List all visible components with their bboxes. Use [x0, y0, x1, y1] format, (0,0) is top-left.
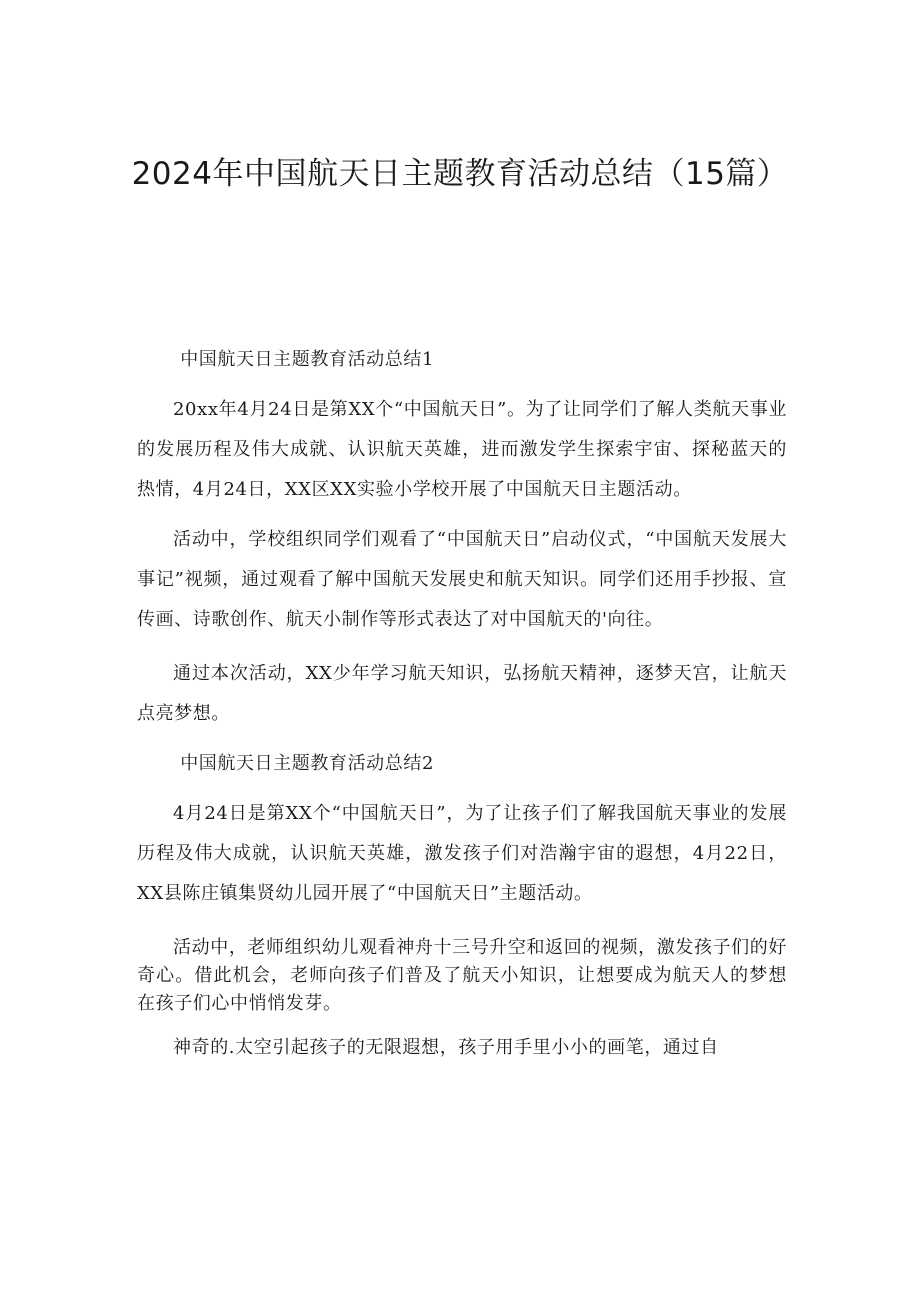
section-heading-1: 中国航天日主题教育活动总结1: [180, 349, 435, 370]
paragraph-3: 通过本次活动，XX少年学习航天知识，弘扬航天精神，逐梦天宫，让航天点亮梦想。: [137, 663, 787, 724]
paragraph-1: 20xx年4月24日是第XX个“中国航天日”。为了让同学们了解人类航天事业的发展历程及伟大成就、认识航天英雄，进而激发学生探索宇宙、探秘蓝天的热情，4月24日，XX区XX实验小学校开展了中国航天日主题活动。: [137, 399, 787, 500]
document-title: 2024年中国航天日主题教育活动总结（15篇）: [131, 156, 789, 192]
section-heading-2: 中国航天日主题教育活动总结2: [180, 753, 435, 774]
paragraph-4: 4月24日是第XX个“中国航天日”，为了让孩子们了解我国航天事业的发展历程及伟大成就，认识航天英雄，激发孩子们对浩瀚宇宙的遐想，4月22日，XX县陈庄镇集贤幼儿园开展了“中国航天日”主题活动。: [137, 803, 787, 904]
paragraph-2: 活动中，学校组织同学们观看了“中国航天日”启动仪式，“中国航天发展大事记”视频，通过观看了解中国航天发展史和航天知识。同学们还用手抄报、宣传画、诗歌创作、航天小制作等形式表达了对中国航天的'向往。: [137, 529, 787, 630]
paragraph-6: 神奇的.太空引起孩子的无限遐想，孩子用手里小小的画笔，通过自: [173, 1037, 719, 1058]
paragraph-5: 活动中，老师组织幼儿观看神舟十三号升空和返回的视频，激发孩子们的好奇心。借此机会，老师向孩子们普及了航天小知识，让想要成为航天人的梦想在孩子们心中悄悄发芽。: [137, 937, 787, 1014]
document-body: [137, 340, 787, 1068]
